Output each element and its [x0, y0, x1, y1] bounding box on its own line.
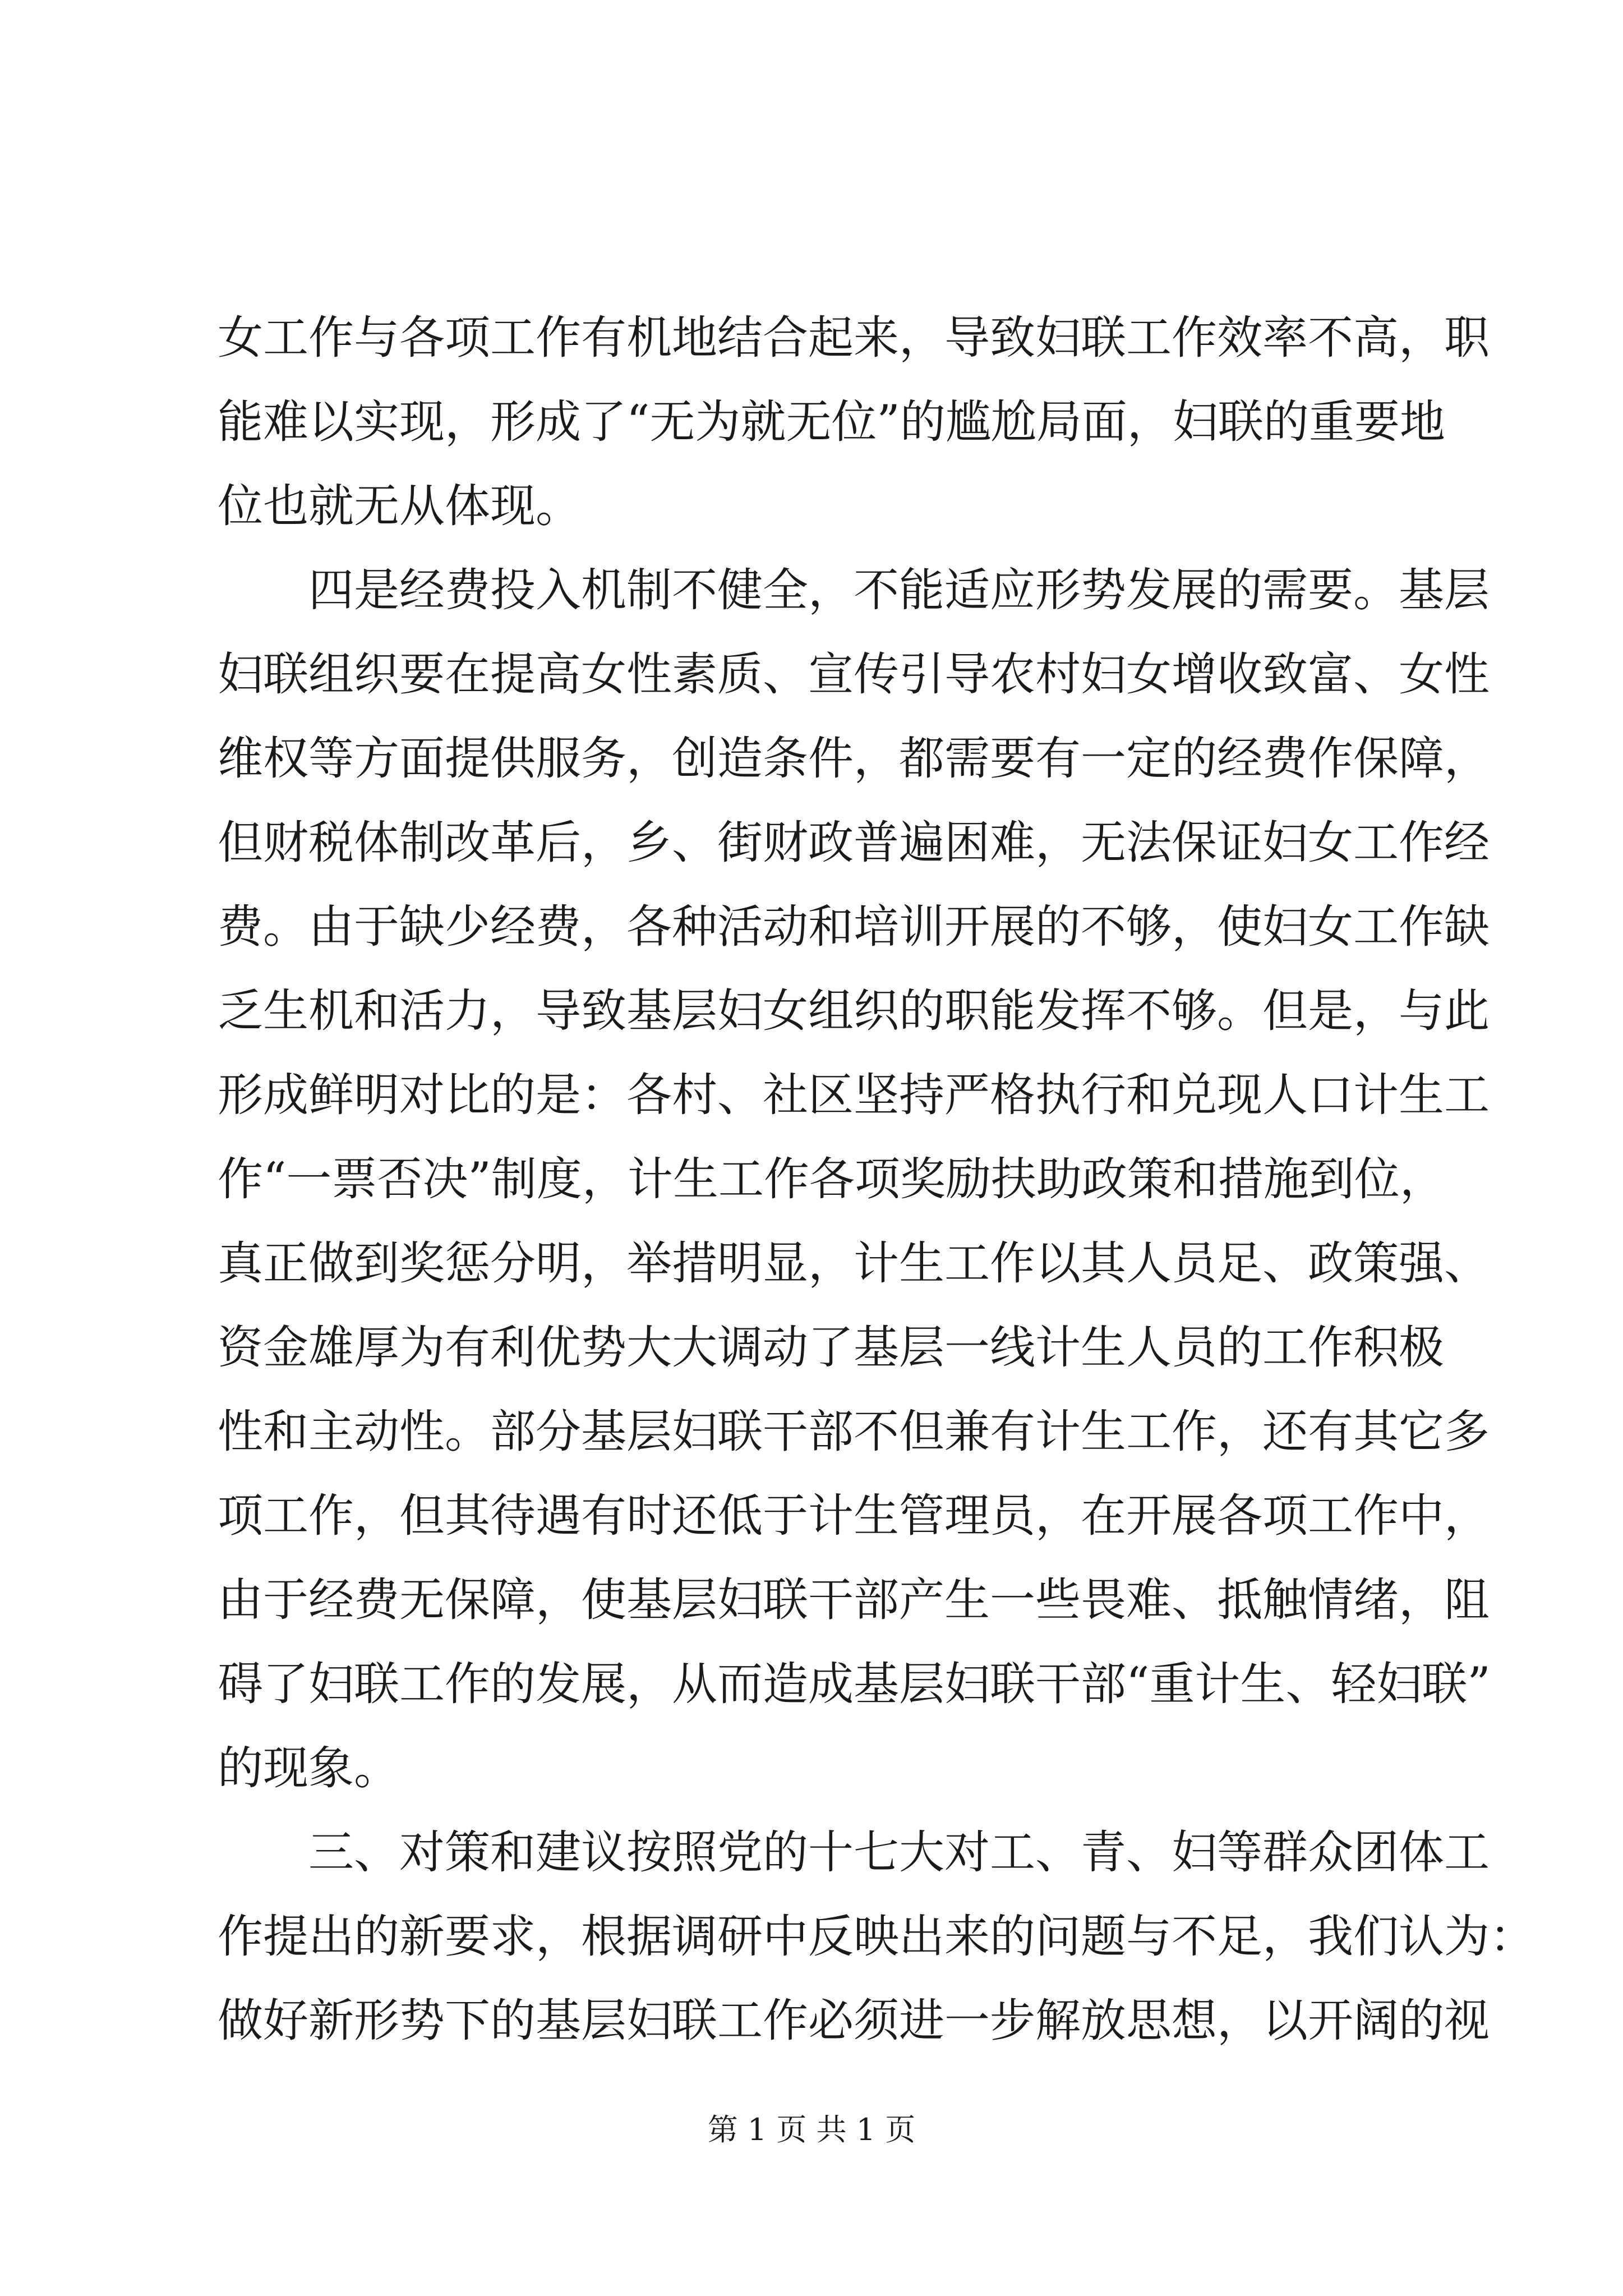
- text-line: 妇联组织要在提高女性素质、宣传引导农村妇女增收致富、女性: [218, 648, 1490, 701]
- text-line: 做好新形势下的基层妇联工作必须进一步解放思想，以开阔的视: [218, 1995, 1490, 2047]
- paragraph-start-line: 四是经费投入机制不健全，不能适应形势发展的需要。基层: [308, 564, 1490, 617]
- text-line: 的现象。: [218, 1742, 400, 1795]
- text-line: 由于经费无保障，使基层妇联干部产生一些畏难、抵触情绪，阻: [218, 1574, 1490, 1627]
- text-line: 能难以实现，形成了“无为就无位”的尴尬局面，妇联的重要地: [218, 396, 1445, 449]
- text-line: 费。由于缺少经费，各种活动和培训开展的不够，使妇女工作缺: [218, 901, 1490, 954]
- text-line: 形成鲜明对比的是：各村、社区坚持严格执行和兑现人口计生工: [218, 1069, 1490, 1122]
- text-line: 但财税体制改革后，乡、街财政普遍困难，无法保证妇女工作经: [218, 817, 1490, 869]
- text-line: 乏生机和活力，导致基层妇女组织的职能发挥不够。但是，与此: [218, 985, 1490, 1038]
- page-number-footer: 第 1 页 共 1 页: [707, 2112, 916, 2147]
- text-line: 作提出的新要求，根据调研中反映出来的问题与不足，我们认为：: [218, 1911, 1536, 1963]
- text-line: 资金雄厚为有利优势大大调动了基层一线计生人员的工作积极: [218, 1322, 1445, 1374]
- text-line: 女工作与各项工作有机地结合起来，导致妇联工作效率不高，职: [218, 312, 1490, 365]
- text-line: 作“一票否决”制度，计生工作各项奖励扶助政策和措施到位，: [218, 1153, 1445, 1206]
- text-line: 真正做到奖惩分明，举措明显，计生工作以其人员足、政策强、: [218, 1237, 1490, 1290]
- text-line: 项工作，但其待遇有时还低于计生管理员，在开展各项工作中，: [218, 1490, 1490, 1543]
- paragraph-start-line: 三、对策和建议按照党的十七大对工、青、妇等群众团体工: [308, 1826, 1490, 1879]
- text-line: 碍了妇联工作的发展，从而造成基层妇联干部“重计生、轻妇联”: [218, 1658, 1491, 1711]
- text-line: 性和主动性。部分基层妇联干部不但兼有计生工作，还有其它多: [218, 1406, 1490, 1458]
- text-line: 维权等方面提供服务，创造条件，都需要有一定的经费作保障，: [218, 733, 1490, 785]
- text-line: 位也就无从体现。: [218, 480, 582, 533]
